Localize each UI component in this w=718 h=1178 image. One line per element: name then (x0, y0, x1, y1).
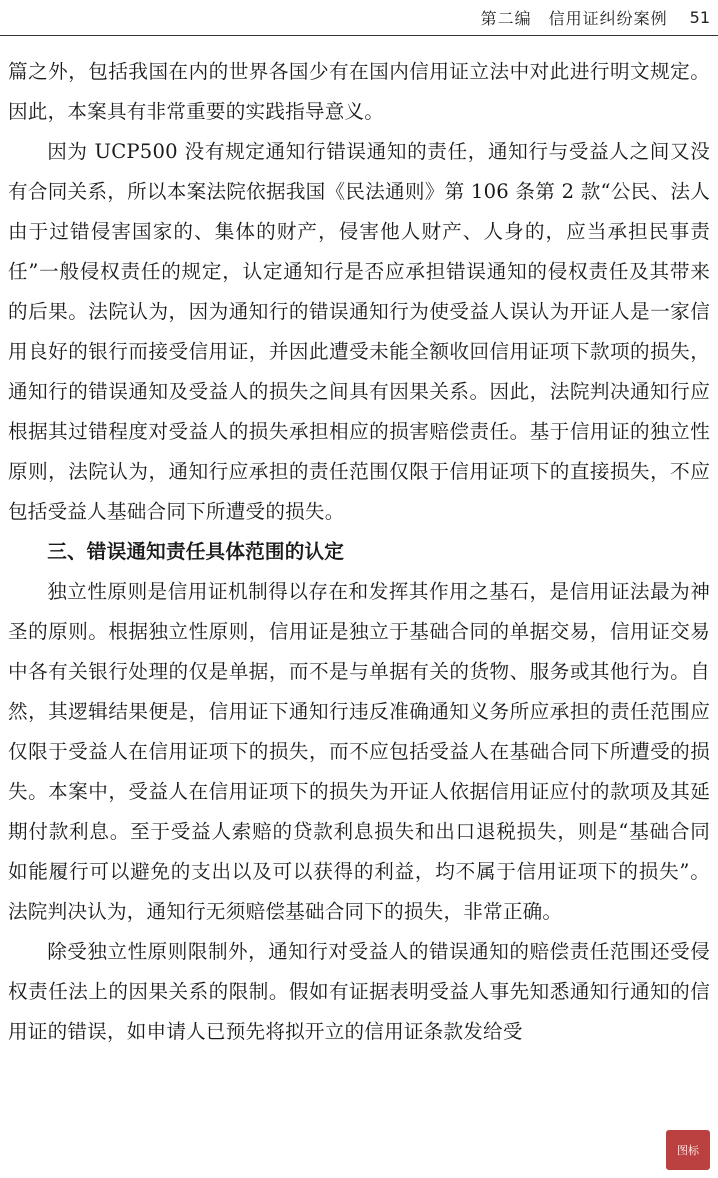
paragraph: 因为 UCP500 没有规定通知行错误通知的责任，通知行与受益人之间又没有合同关系，所以本案法院依据我国《民法通则》第 106 条第 2 款“公民、法人由于过错侵害国家的、集体的财产，侵害他人财产、人身的，应当承担民事责任”一般侵权责任的规定，认定通知行是否应承担错误通知的侵权责任及其带来的后果。法院认为，因为通知行的错误通知行为使受益人误认为开证人是一家信用良好的银行而接受信用证，并因此遭受未能全额收回信用证项下款项的损失，通知行的错误通知及受益人的损失之间具有因果关系。因此，法院判决通知行应根据其过错程度对受益人的损失承担相应的损害赔偿责任。基于信用证的独立性原则，法院认为，通知行应承担的责任范围仅限于信用证项下的直接损失，不应包括受益人基础合同下所遭受的损失。 (8, 140, 710, 523)
body-text (8, 52, 710, 1052)
watermark-logo: 图标 (666, 1130, 710, 1170)
page-number: 51 (689, 8, 710, 27)
section-heading: 三、错误通知责任具体范围的认定 (47, 540, 345, 563)
paragraph-continued: 篇之外，包括我国在内的世界各国少有在国内信用证立法中对此进行明文规定。因此，本案具有非常重要的实践指导意义。 (8, 60, 710, 123)
paragraph: 除受独立性原则限制外，通知行对受益人的错误通知的赔偿责任范围还受侵权责任法上的因果关系的限制。假如有证据表明受益人事先知悉通知行通知的信用证的错误，如申请人已预先将拟开立的信用证条款发给受 (8, 940, 710, 1043)
page-header (0, 0, 718, 36)
running-title: 第二编 信用证纠纷案例 (480, 9, 668, 28)
paragraph: 独立性原则是信用证机制得以存在和发挥其作用之基石，是信用证法最为神圣的原则。根据独立性原则，信用证是独立于基础合同的单据交易，信用证交易中各有关银行处理的仅是单据，而不是与单据有关的货物、服务或其他行为。自然，其逻辑结果便是，信用证下通知行违反准确通知义务所应承担的责任范围应仅限于受益人在信用证项下的损失，而不应包括受益人在基础合同下所遭受的损失。本案中，受益人在信用证项下的损失为开证人依据信用证应付的款项及其延期付款利息。至于受益人索赔的贷款利息损失和出口退税损失，则是“基础合同如能履行可以避免的支出以及可以获得的利益，均不属于信用证项下的损失”。法院判决认为，通知行无须赔偿基础合同下的损失，非常正确。 (8, 580, 710, 923)
